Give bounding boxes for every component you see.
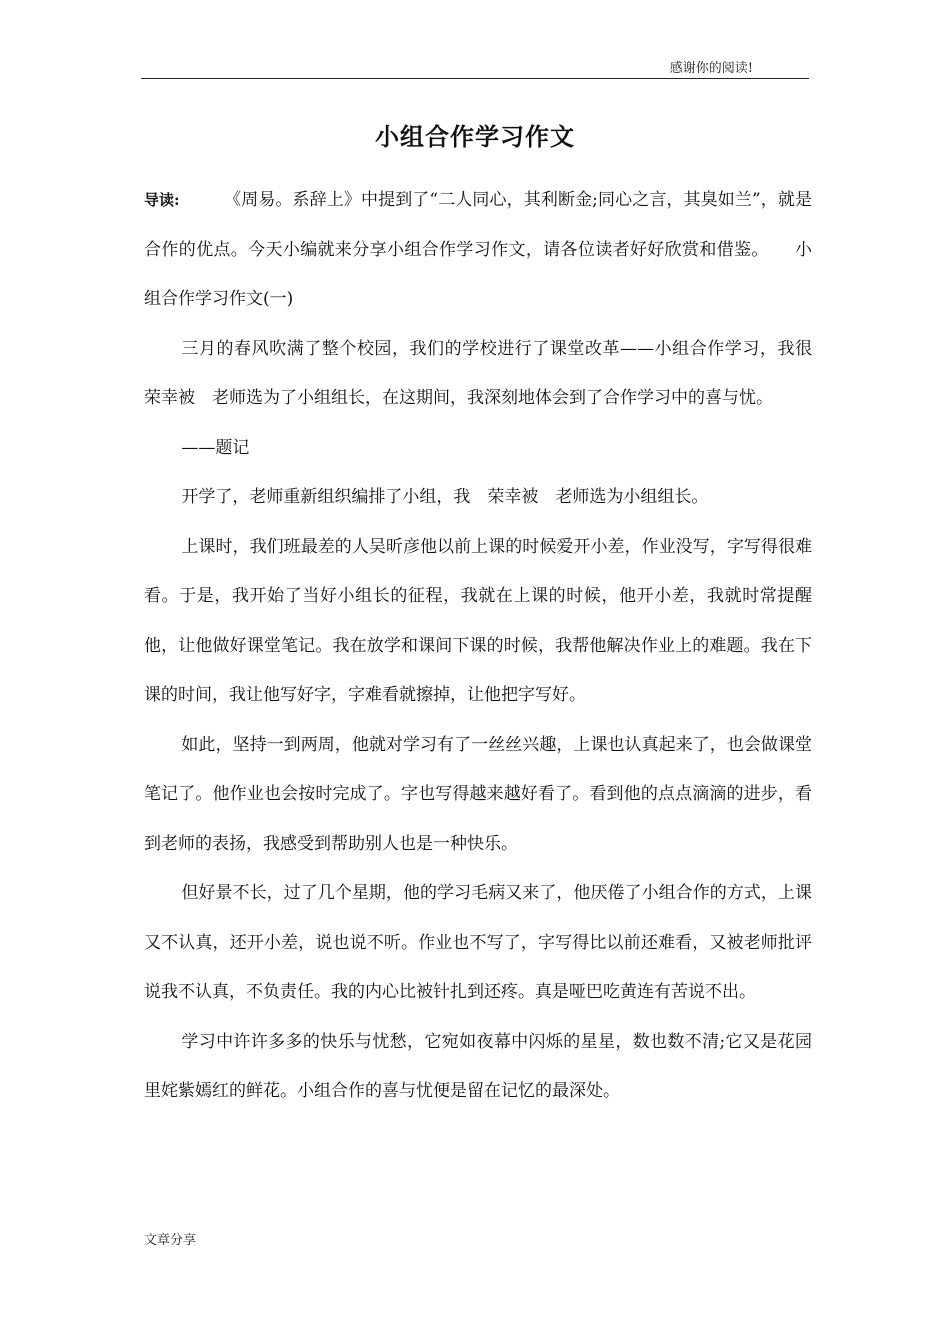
page-footer: 文章分享: [144, 1233, 197, 1248]
intro-label: 导读:: [144, 191, 180, 209]
page-header: [141, 60, 809, 79]
document-title: 小组合作学习作文: [375, 122, 575, 151]
paragraph: 上课时，我们班最差的人吴昕彦他以前上课的时候爱开小差，作业没写，字写得很难看。于是，我开始了当好小组长的征程，我就在上课的时候，他开小差，我就时常提醒他，让他做好课堂笔记。我在放学和课间下课的时候，我帮他解决作业上的难题。我在下课的时间，我让他写好字，字难看就擦掉，让他把字写好。: [144, 536, 812, 705]
paragraph: 但好景不长，过了几个星期，他的学习毛病又来了，他厌倦了小组合作的方式，上课又不认真，还开小差，说也说不听。作业也不写了，字写得比以前还难看，又被老师批评说我不认真，不负责任。我的内心比被针扎到还疼。真是哑巴吃黄连有苦说不出。: [144, 883, 812, 1002]
paragraph: 开学了，老师重新组织编排了小组，我 荣幸被 老师选为小组组长。: [181, 487, 709, 507]
paragraph: ——题记: [181, 437, 250, 458]
intro-paragraph: [144, 176, 812, 325]
paragraph: 学习中许许多多的快乐与忧愁，它宛如夜幕中闪烁的星星，数也数不清;它又是花园里姹紫嫣红的鲜花。小组合作的喜与忧便是留在记忆的最深处。: [144, 1031, 812, 1101]
paragraph: 如此，坚持一到两周，他就对学习有了一丝丝兴趣，上课也认真起来了，也会做课堂笔记了。他作业也会按时完成了。字也写得越来越好看了。看到他的点点滴滴的进步，看到老师的表扬，我感受到帮助别人也是一种快乐。: [144, 734, 812, 854]
document-body: [144, 176, 829, 1117]
header-text: 感谢你的阅读!: [669, 61, 753, 76]
paragraph: 三月的春风吹满了整个校园，我们的学校进行了课堂改革——小组合作学习，我很 荣幸被 老师选为了小组组长，在这期间，我深刻地体会到了合作学习中的喜与忧。: [144, 338, 829, 408]
intro-text: 《周易。系辞上》中提到了“二人同心，其利断金;同心之言，其臭如兰”，就是合作的优点。今天小编就来分享小组合作学习作文，请各位读者好好欣赏和借鉴。 小组合作学习作文(一): [144, 190, 812, 309]
